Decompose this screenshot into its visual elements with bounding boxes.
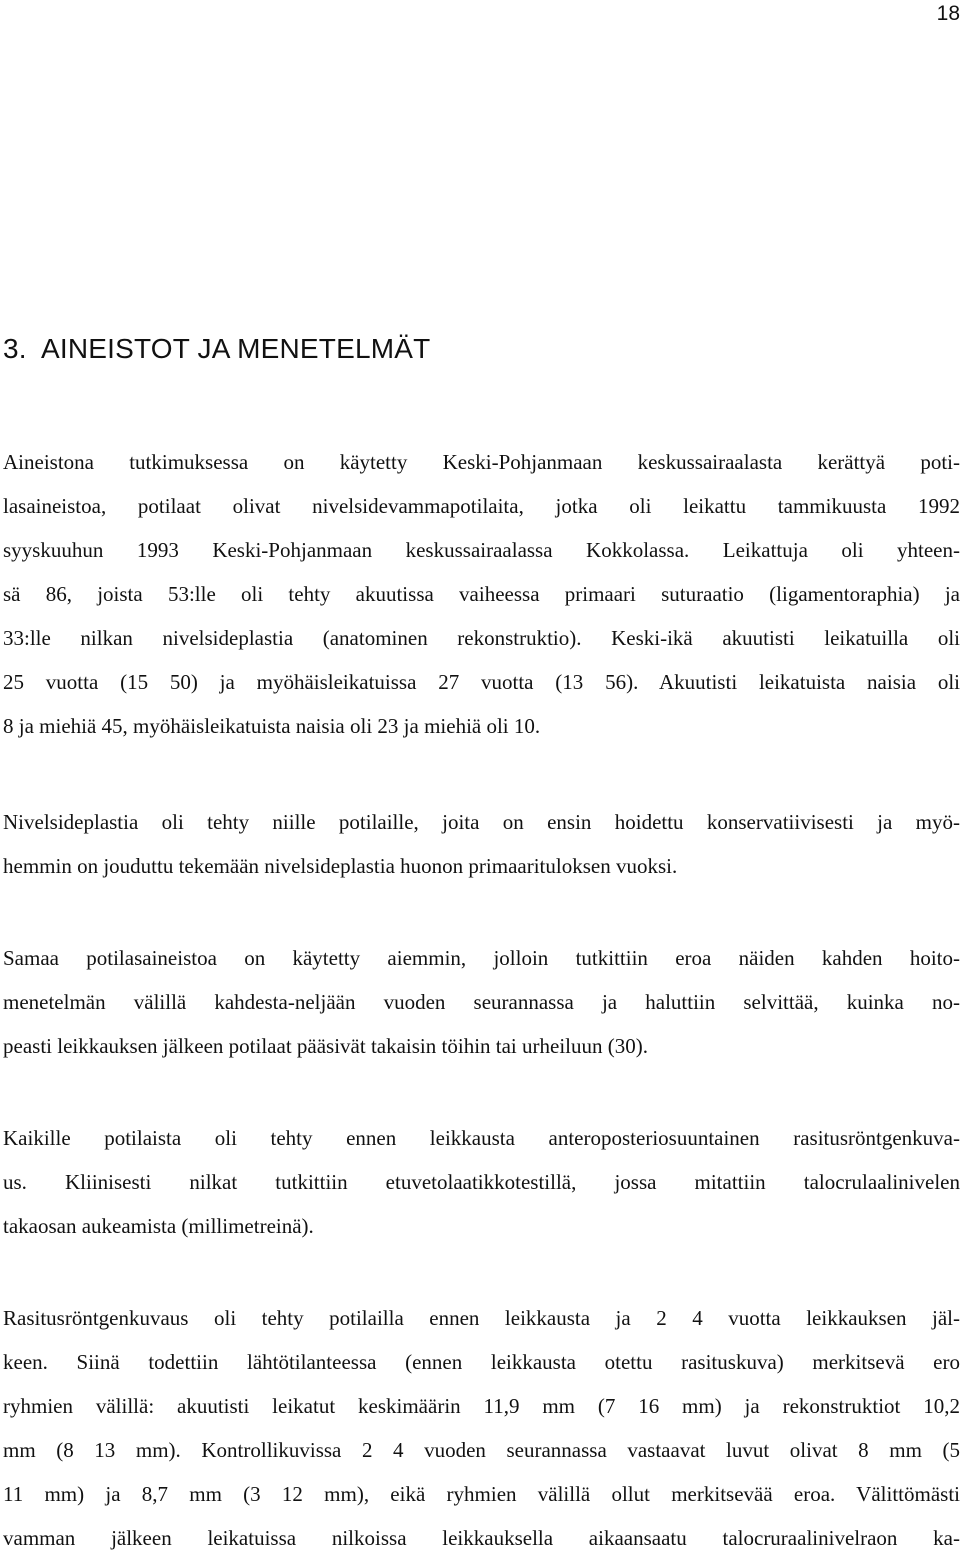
text-line: ryhmien välillä: akuutisti leikatut keskimäärin 11,9 mm (7 16 mm) ja rekonstruktiot 10,2	[3, 1394, 960, 1418]
text-line: us. Kliinisesti nilkat tutkittiin etuvetolaatikkotestillä, jossa mitattiin talocrulaalinivelen	[3, 1170, 960, 1194]
text-line: Aineistona tutkimuksessa on käytetty Keski-Pohjanmaan keskussairaalasta kerättyä poti-	[3, 450, 960, 474]
text-line: Rasitusröntgenkuvaus oli tehty potilailla ennen leikkausta ja 2 4 vuotta leikkauksen jäl-	[3, 1306, 960, 1330]
paragraph-previous-study	[3, 936, 960, 1068]
text-line: sä 86, joista 53:lle oli tehty akuutissa vaiheessa primaari suturaatio (ligamentoraphia) ja	[3, 582, 960, 606]
paragraph-xray	[3, 1116, 960, 1248]
text-line: Samaa potilasaineistoa on käytetty aiemmin, jolloin tutkittiin eroa näiden kahden hoito-	[3, 946, 960, 970]
text-line: 11 mm) ja 8,7 mm (3 12 mm), eikä ryhmien välillä ollut merkitsevää eroa. Välittömästi	[3, 1482, 960, 1506]
text-line: menetelmän välillä kahdesta-neljään vuoden seurannassa ja haluttiin selvittää, kuinka no-	[3, 990, 960, 1014]
page-number: 18	[936, 2, 960, 25]
paragraph-plastic-surgery	[3, 800, 960, 888]
text-line: mm (8 13 mm). Kontrollikuvissa 2 4 vuoden seurannassa vastaavat luvut olivat 8 mm (5	[3, 1438, 960, 1462]
text-line: takaosan aukeamista (millimetreinä).	[3, 1214, 314, 1238]
text-line: syyskuuhun 1993 Keski-Pohjanmaan keskussairaalassa Kokkolassa. Leikattuja oli yhteen-	[3, 538, 960, 562]
text-line: hemmin on jouduttu tekemään nivelsideplastia huonon primaarituloksen vuoksi.	[3, 854, 678, 878]
text-line: Kaikille potilaista oli tehty ennen leikkausta anteroposteriosuuntainen rasitusröntgenkuva-	[3, 1126, 960, 1150]
section-number: 3.	[3, 333, 27, 364]
section-heading	[3, 332, 430, 366]
text-line: 25 vuotta (15 50) ja myöhäisleikatuissa 27 vuotta (13 56). Akuutisti leikatuista naisia oli	[3, 670, 960, 694]
text-line: lasaineistoa, potilaat olivat nivelsidevammapotilaita, jotka oli leikattu tammikuusta 1992	[3, 494, 960, 518]
text-line: vamman jälkeen leikatuissa nilkoissa leikkauksella aikaansaatu talocruraalinivelraon ka-	[3, 1526, 960, 1550]
paragraph-material	[3, 440, 960, 748]
text-line: peasti leikkauksen jälkeen potilaat pääsivät takaisin töihin tai urheiluun (30).	[3, 1034, 648, 1058]
text-line: keen. Siinä todettiin lähtötilanteessa (ennen leikkausta otettu rasituskuva) merkitsevä ero	[3, 1350, 960, 1374]
text-line: 33:lle nilkan nivelsideplastia (anatominen rekonstruktio). Keski-ikä akuutisti leikatuilla oli	[3, 626, 960, 650]
section-title: AINEISTOT JA MENETELMÄT	[41, 333, 431, 364]
paragraph-stress-xray	[3, 1296, 960, 1560]
text-line: Nivelsideplastia oli tehty niille potilaille, joita on ensin hoidettu konservatiivisesti ja myö-	[3, 810, 960, 834]
text-line: 8 ja miehiä 45, myöhäisleikatuista naisia oli 23 ja miehiä oli 10.	[3, 714, 541, 738]
